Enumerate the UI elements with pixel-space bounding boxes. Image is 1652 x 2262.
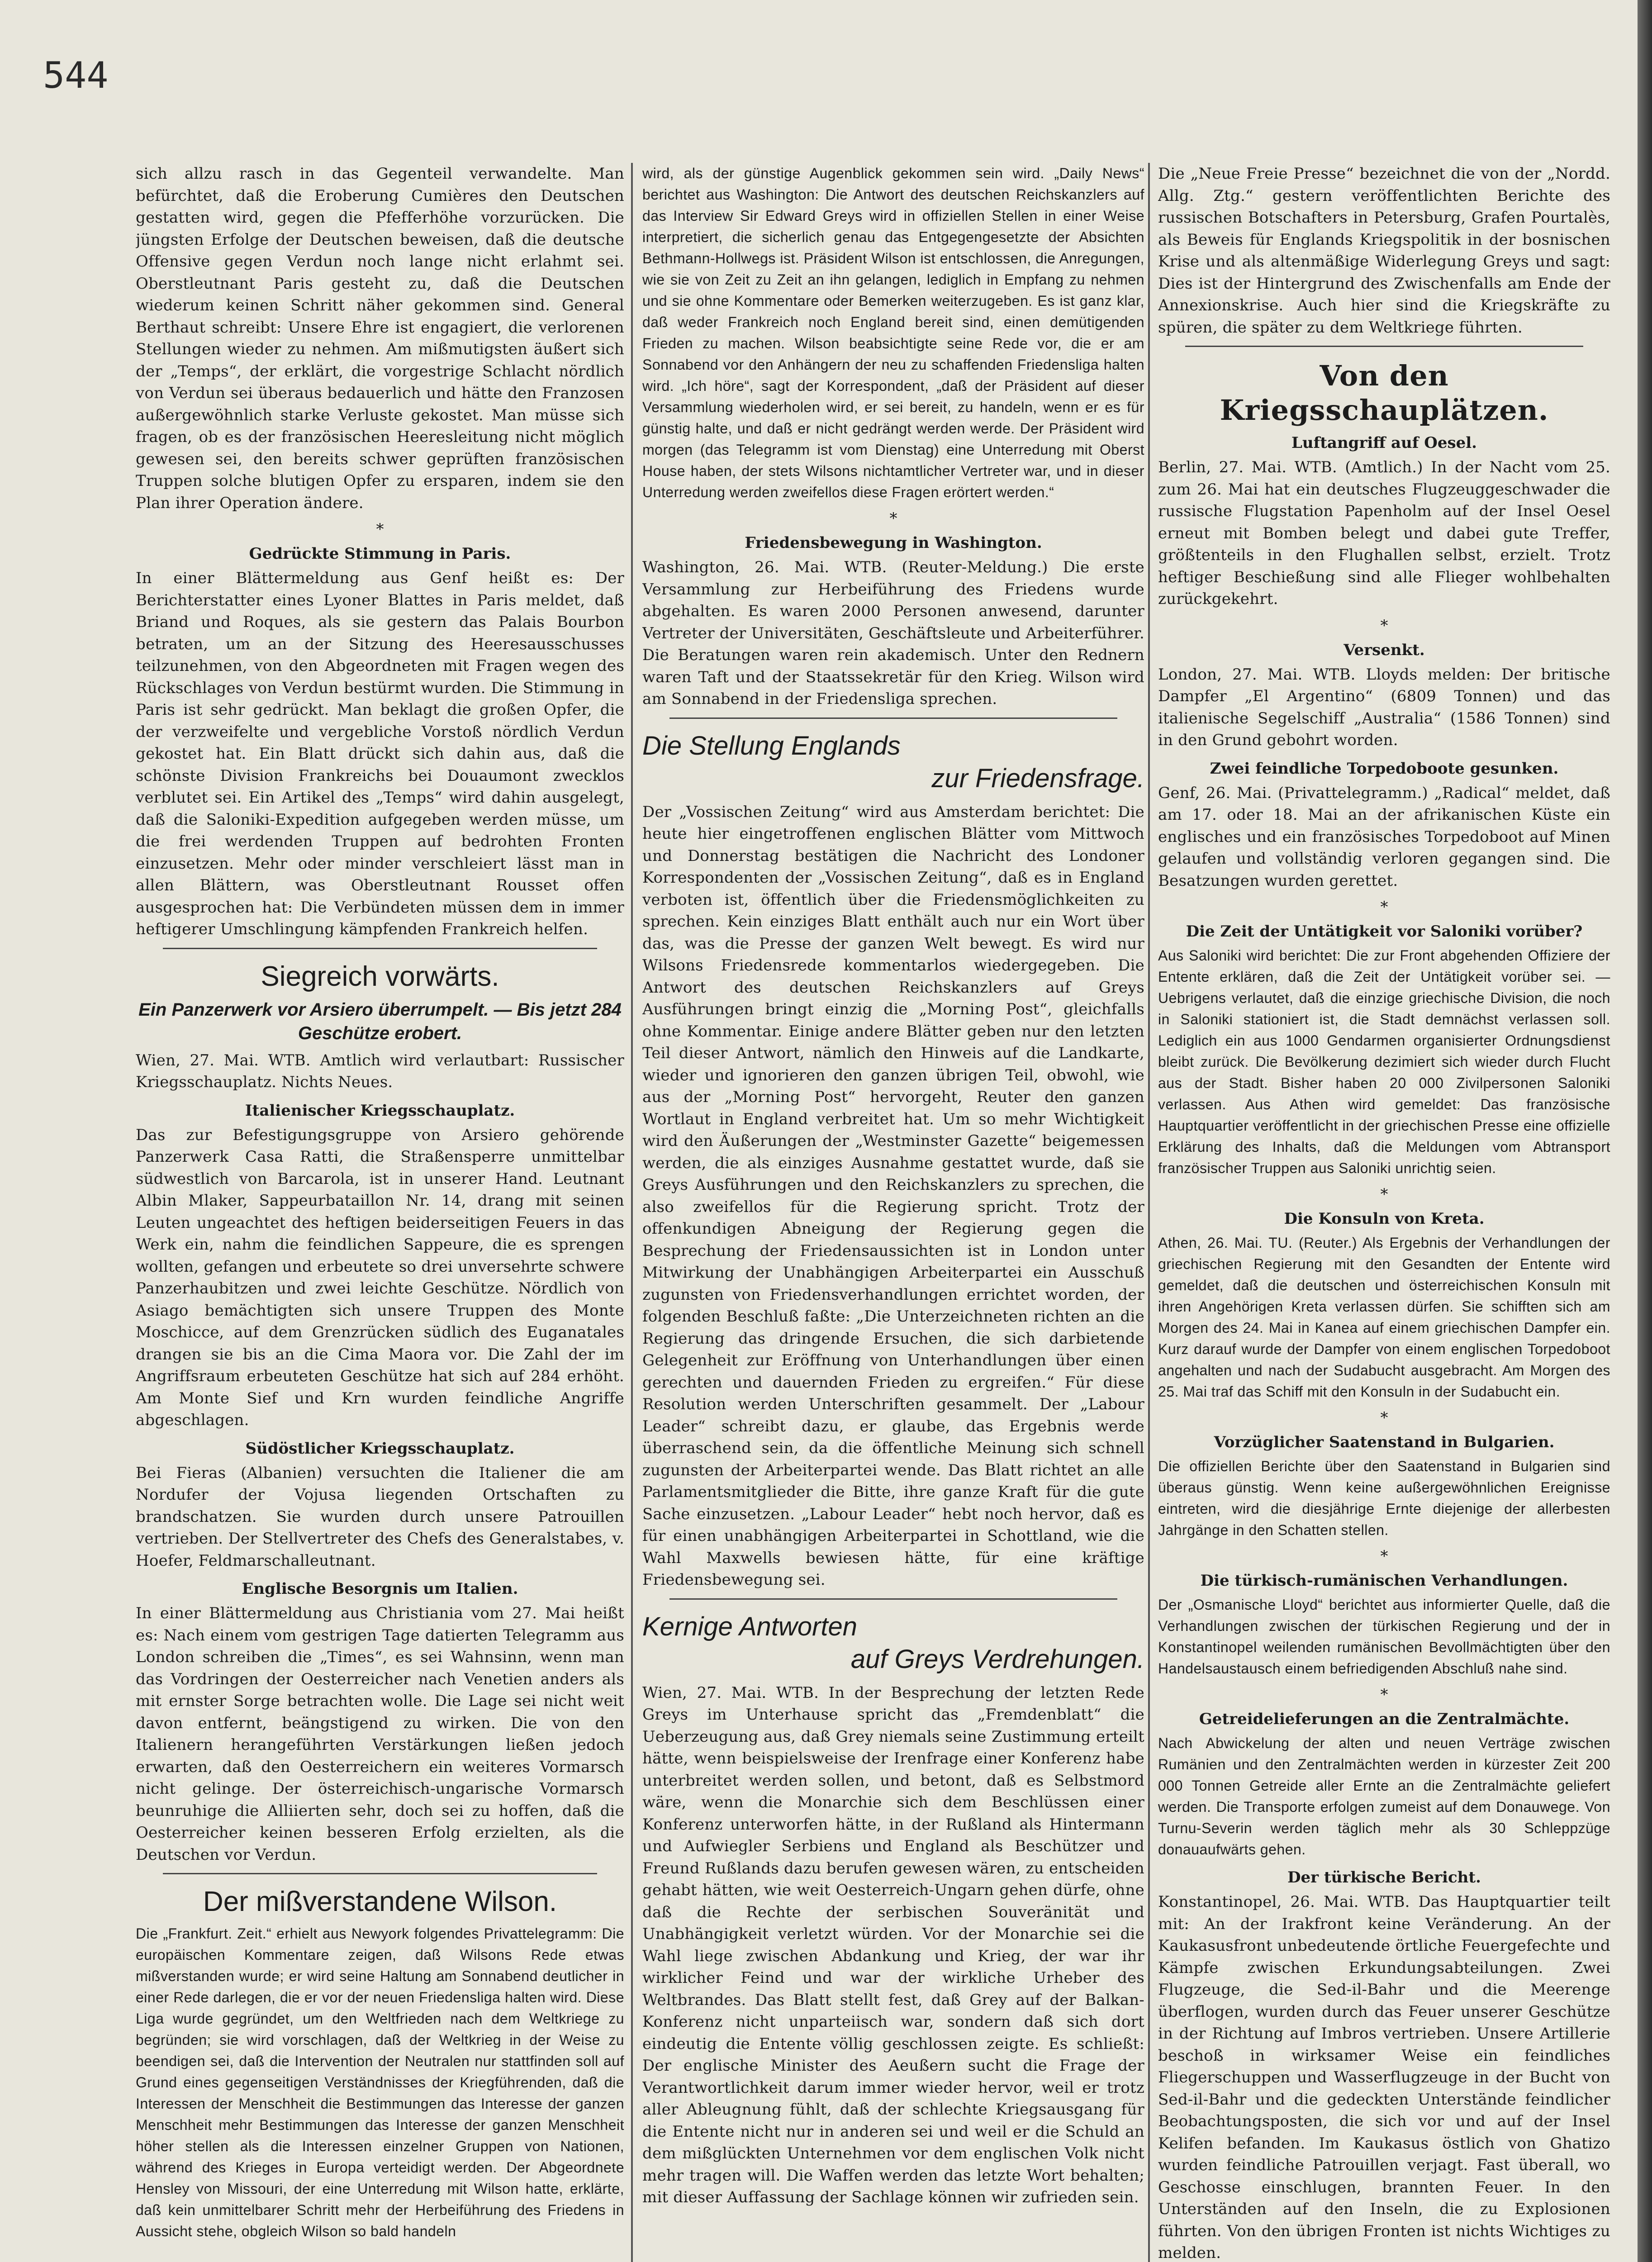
article-subheading: Die Zeit der Untätigkeit vor Saloniki vorüber? <box>1186 922 1583 941</box>
article-paragraph: Wien, 27. Mai. WTB. Amtlich wird verlautbart: Russischer Kriegsschauplatz. Nichts Neues. <box>136 1051 624 1091</box>
article-divider <box>669 1598 1117 1600</box>
article-paragraph: In einer Blättermeldung aus Christiania vom 27. Mai heißt es: Nach einem vom gestrigen Tage datierten Telegramm aus London schreiben die „Times“, es sei Wahnsinn, wenn man das Vordringen der Oesterreicher nach Venetien anders als mit ernster Sorge betrachten wolle. Die Lage sei nicht weit davon entfernt, beängstigend zu wirken. Die von den Italienern herangeführten Verstärkungen ließen jedoch erwarten, daß den Oesterreichern ein weiteres Vormarsch nicht gelinge. Der österreichisch-ungarische Vormarsch beunruhige die Alliierten sehr, doch sei zu hoffen, daß die Oesterreicher keinen besseren Erfolg erzielten, als die Deutschen vor Verdun. <box>136 1604 624 1864</box>
article-subheading: Gedrückte Stimmung in Paris. <box>249 545 511 563</box>
article-paragraph: London, 27. Mai. WTB. Lloyds melden: Der britische Dampfer „El Argentino“ (6809 Tonnen) und das italienische Segelschiff „Australia“ (1586 Tonnen) sind in den Grund gebohrt worden. <box>1158 665 1610 749</box>
article-subheading: Friedensbewegung in Washington. <box>745 534 1042 552</box>
article-headline-line2: zur Friedensfrage. <box>931 763 1144 793</box>
article-subheading: Getreidelieferungen an die Zentralmächte. <box>1199 1710 1570 1728</box>
section-headline: Von den Kriegsschauplätzen. <box>1220 359 1549 427</box>
article-divider <box>163 1873 597 1874</box>
article-headline-line2: auf Greys Verdrehungen. <box>850 1644 1144 1674</box>
article-deck: Ein Panzerwerk vor Arsiero überrumpelt. — Bis jetzt 284 Geschütze erobert. <box>138 999 622 1043</box>
section-separator: * <box>1380 1185 1388 1203</box>
article-paragraph: Bei Fieras (Albanien) versuchten die Italiener die am Nordufer der Vojusa liegenden Ortschaften zu brandschatzen. Sie wurden durch unsere Patrouillen vertrieben. Der Stellvertreter des Chefs des Generalstabes, v. Hoefer, Feldmarschalleutnant. <box>136 1464 624 1570</box>
article-paragraph: Der „Vossischen Zeitung“ wird aus Amsterdam berichtet: Die heute hier eingetroffenen englischen Blätter vom Mittwoch und Donnerstag bestätigen die Nachricht des Londoner Korrespondenten der „Vossischen Zeitung“, daß es in England verboten ist, öffentlich über die Friedensmöglichkeiten zu sprechen. Kein einziges Blatt enthält auch nur ein Wort über das, was die Presse der ganzen Welt bewegt. Es wird nur Wilsons Friedensrede kommentarlos wiedergegeben. Die Antwort des deutschen Reichskanzlers auf Greys Ausführungen bringt einzig die „Morning Post“, gleichfalls ohne Kommentar. Einige andere Blätter geben nur den letzten Teil dieser Antwort, nämlich den Hinweis auf die Landkarte, wieder und ignorieren den ganzen übrigen Teil, obwohl, wie aus der „Morning Post“ hervorgeht, Reuter den ganzen Wortlaut in England verbreitet hat. Um so mehr Wichtigkeit wird den Äußerungen der „Westminster Gazette“ beigemessen werden, die als einziges Ausnahme gestattet wurde, daß sie Greys Ausführungen und den Reichskanzlers zu sprechen, die also zweifellos für die Regierung spricht. Trotz der offenkundigen Abneigung der Regierung gegen die Besprechung der Friedensaussichten ist in London unter Mitwirkung der Unabhängigen Arbeiterpartei ein Ausschuß zugunsten von Friedensverhandlungen errichtet worden, der folgenden Beschluß faßte: „Die Unterzeichneten richten an die Regierung das dringende Ersuchen, die sich darbietende Gelegenheit zur Eröffnung von Unterhandlungen über einen gerechten und dauernden Frieden zu ergreifen.“ Für diese Resolution werden Unterschriften gesammelt. Der „Labour Leader“ schreibt dazu, er glaube, das Ergebnis werde überraschend sein, da die öffentliche Meinung sich schnell zugunsten der Arbeiterpartei wende. Das Blatt richtet an alle Parlamentsmitglieder die Bitte, ihre ganze Kraft für die gute Sache einzusetzen. „Labour Leader“ hebt noch hervor, daß es für einen unabhängigen Arbeiterpartei in Schottland, wie die Wahl Maxwells bewiesen hätte, für eine kräftige Friedensbewegung sei. <box>642 803 1144 1589</box>
article-headline: Der mißverstandene Wilson. <box>203 1886 557 1917</box>
article-headline: Die Stellung Englands <box>642 731 901 760</box>
article-divider <box>669 718 1117 719</box>
column-1 <box>136 163 624 2262</box>
article-subheading: Luftangriff auf Oesel. <box>1291 434 1477 452</box>
article-subheading: Italienischer Kriegsschauplatz. <box>245 1101 515 1120</box>
article-subheading: Die Konsuln von Kreta. <box>1284 1210 1485 1228</box>
column-2 <box>642 163 1144 2262</box>
article-paragraph: sich allzu rasch in das Gegenteil verwandelte. Man befürchtet, daß die Eroberung Cumières den Deutschen gestatten wird, gegen die Pfefferhöhe vorzurücken. Die jüngsten Erfolge der Deutschen beweisen, daß die deutsche Offensive gegen Verdun noch lange nicht erlahmt sei. Oberstleutnant Paris gesteht zu, daß die Deutschen wiederum keinen Schritt näher gekommen sind. General Berthaut schreibt: Unsere Ehre ist engagiert, die verlorenen Stellungen wieder zu nehmen. Am mißmutigsten äußert sich der „Temps“, der erklärt, die vorgestrige Schlacht nördlich von Verdun sei überaus bedauerlich und hätte den Franzosen außergewöhnlich starke Verluste gekostet. Man müsse sich fragen, ob es der französischen Heeresleitung nicht möglich gewesen sei, den bereits schwer geprüften französischen Truppen solche blutigen Opfer zu ersparen, indem sie den Plan ihrer Operation ändere. <box>136 165 624 512</box>
article-paragraph: wird, als der günstige Augenblick gekommen sein wird. „Daily News“ berichtet aus Washington: Die Antwort des deutschen Reichskanzlers auf das Interview Sir Edward Greys wird in offiziellen Stellen in einer Weise interpretiert, die sicherlich genau das Entgegengesetzte der Absichten Bethmann-Hollwegs ist. Präsident Wilson ist entschlossen, die Anregungen, wie sie von Zeit zu Zeit an ihn gelangen, lediglich in Empfang zu nehmen und sie ohne Kommentare oder Bemerken weiterzugeben. Es ist ganz klar, daß weder Frankreich noch England bereit sind, einen demütigenden Frieden zu machen. Wilson beabsichtigte seine Rede vor, die er am Sonnabend vor den Anhängern der neu zu schaffenden Friedensliga halten wird. „Ich höre“, sagt der Korrespondent, „daß der Präsident auf dieser Versammlung wiederholen wird, er sei bereit, zu handeln, wenn er es für günstig halte, und daß er nicht gedrängt werden werde. Der Präsident wird morgen (das Telegramm ist vom Dienstag) eine Unterredung mit Oberst House haben, der stets Wilsons nichtamtlicher Vertreter war, und in dieser Unterredung werden zweifellos diese Fragen erörtert werden.“ <box>642 165 1144 500</box>
article-paragraph: Wien, 27. Mai. WTB. In der Besprechung der letzten Rede Greys im Unterhause spricht das „Fremdenblatt“ die Ueberzeugung aus, daß Grey niemals seine Zustimmung erteilt hätte, wenn beispielsweise der Irenfrage einer Konferenz habe unterbreitet werden sollen, und betont, daß es Selbstmord wäre, wenn die Monarchie sich dem Beschlüssen einer Konferenz unterworfen hätte, in der Rußland als Hintermann und Aufwiegler Serbiens und England als Beschützer und Freund Rußlands dazu berufen gewesen wären, zu entscheiden gehabt hätten, wie weit Oesterreich-Ungarn gehen dürfe, ohne daß die Rechte der serbischen Souveränität und Unabhängigkeit verletzt würden. Vor der Monarchie sei die Wahl liege zwischen Abdankung und Krieg, der war ihr wirklicher Feind und war der wirkliche Urheber des Weltbrandes. Das Blatt stellt fest, daß Grey auf der Balkan-Konferenz nicht unparteiisch war, sondern daß sich dort eindeutig die Entente völlig geschlossen zeigte. Es schließt: Der englische Minister des Aeußern sucht die Frage der Verantwortlichkeit darum immer wieder hervor, weil er trotz aller Ableugnung fühlt, daß der schlechte Kriegsausgang für die Entente nicht nur in anderen sei und weil er die Schuld an dem mißglückten Unternehmen vor dem englischen Volk nicht mehr tragen will. Die Waffen werden das letzte Wort behalten; mit dieser Auffassung der Sachlage können wir zufrieden sein. <box>642 1683 1144 2206</box>
section-separator: * <box>1380 898 1388 916</box>
article-paragraph: Aus Saloniki wird berichtet: Die zur Front abgehenden Offiziere der Entente erklären, daß die Zeit der Untätigkeit vorüber sei. — Uebrigens verlautet, daß die einzige griechische Division, die noch in Saloniki stationiert ist, die Stadt demnächst verlassen soll. Lediglich ein aus 1000 Gendarmen organisierter Ordnungsdienst bleibt zurück. Die Bevölkerung dezimiert sich wieder durch Flucht aus der Stadt. Bisher haben 20 000 Zivilpersonen Saloniki verlassen. Aus Athen wird gemeldet: Das französische Hauptquartier veröffentlicht in der griechischen Presse eine offizielle Erklärung des Inhalts, daß die Meldungen vom Abtransport französischer Truppen aus Saloniki unrichtig seien. <box>1158 947 1610 1176</box>
section-separator: * <box>1380 616 1388 635</box>
article-subheading: Versenkt. <box>1343 641 1425 659</box>
article-subheading: Südöstlicher Kriegsschauplatz. <box>245 1439 515 1458</box>
article-paragraph: Berlin, 27. Mai. WTB. (Amtlich.) In der Nacht vom 25. zum 26. Mai hat ein deutsches Flugzeuggeschwader die russische Flugstation Papenholm auf der Insel Oesel erneut mit Bomben belegt und dabei gute Treffer, größtenteils in den Flughallen selbst, erzielt. Trotz heftiger Beschießung sind alle Flieger wohlbehalten zurückgekehrt. <box>1158 458 1610 608</box>
article-paragraph: Washington, 26. Mai. WTB. (Reuter-Meldung.) Die erste Versammlung zur Herbeiführung des Friedens wurde abgehalten. Es waren 2000 Personen anwesend, darunter Vertreter der Universitäten, Geschäftsleute und Arbeiterführer. Die Beratungen waren rein akademisch. Unter den Rednern waren Taft und der Staatssekretär für den Krieg. Wilson wird am Sonnabend in der Friedensliga sprechen. <box>642 558 1144 708</box>
scan-edge <box>1638 0 1652 2262</box>
article-paragraph: Die offiziellen Berichte über den Saatenstand in Bulgarien sind überaus günstig. Wenn keine außergewöhnlichen Ereignisse eintreten, wird die diesjährige Ernte diejenige der allerbesten Jahrgänge in den Schatten stellen. <box>1158 1458 1610 1538</box>
section-separator: * <box>1380 1547 1388 1565</box>
article-subheading: Englische Besorgnis um Italien. <box>242 1580 518 1598</box>
article-subheading: Zwei feindliche Torpedoboote gesunken. <box>1210 759 1559 778</box>
article-paragraph: Nach Abwickelung der alten und neuen Verträge zwischen Rumänien und den Zentralmächten werden in kürzester Zeit 200 000 Tonnen Getreide aller Ernte an die Zentralmächte geliefert werden. Die Transporte erfolgen zumeist auf dem Donauwege. Von Turnu-Severin werden täglich mehr als 30 Schleppzüge donauaufwärts gehen. <box>1158 1735 1610 1858</box>
article-headline: Kernige Antworten <box>642 1611 858 1641</box>
article-paragraph: Das zur Befestigungsgruppe von Arsiero gehörende Panzerwerk Casa Ratti, die Straßensperre unmittelbar südwestlich von Barcarola, ist in unserer Hand. Leutnant Albin Mlaker, Sappeurbataillon Nr. 14, drang mit seinen Leuten ungeachtet des heftigen beiderseitigen Feuers in das Werk ein, nahm die feindlichen Sappeure, die es sprengen wollten, gefangen und erbeutete so drei unversehrte schwere Panzerhaubitzen und zwei leichte Geschütze. Nördlich von Asiago bemächtigten sich unsere Truppen des Monte Moschicce, auf dem Grenzrücken südlich des Euganatales drangen sie bis an die Cima Maora vor. Die Zahl der im Angriffsraum erbeuteten Geschütze hat sich auf 284 erhöht. Am Monte Sief und Krn wurden feindliche Angriffe abgeschlagen. <box>136 1126 624 1429</box>
article-paragraph: Genf, 26. Mai. (Privattelegramm.) „Radical“ meldet, daß am 17. oder 18. Mai an der afrikanischen Küste ein englisches und ein französisches Torpedoboot auf Minen gelaufen und vollständig verloren gegangen sind. Die Besatzungen wurden gerettet. <box>1158 784 1610 890</box>
page-number: 544 <box>43 54 109 96</box>
column-3 <box>1158 163 1610 2262</box>
section-separator: * <box>376 520 384 538</box>
section-separator: * <box>1380 1409 1388 1427</box>
section-separator: * <box>889 509 897 527</box>
article-paragraph: Die „Frankfurt. Zeit.“ erhielt aus Newyork folgendes Privattelegramm: Die europäischen Kommentare zeigen, daß Wilsons Rede etwas mißverstanden wurde; er wird seine Haltung am Sonnabend deutlicher in einer Rede darlegen, die er vor der neuen Friedensliga halten wird. Diese Liga wurde gegründet, um den Weltfrieden nach dem Weltkriege zu begründen; sie wird vorschlagen, daß der Weltkrieg in der Weise zu beendigen sei, daß die Intervention der Neutralen nur stattfinden soll auf Grund eines gegenseitigen Verständnisses der Kriegführenden, daß die Interessen der Menschheit die Bestimmungen das Interesse der ganzen Menschheit mehr Bestimmungen das Interesse der ganzen Menschheit höher stellen als die Interessen einzelner Gruppen von Nationen, während des Krieges in Europa verteidigt werden. Der Abgeordnete Hensley von Missouri, der eine Unterredung mit Wilson hatte, erklärte, daß kein unmittelbarer Schritt mehr der Herbeiführung des Friedens in Aussicht stehe, obgleich Wilson so bald handeln <box>136 1925 624 2239</box>
article-divider <box>1185 346 1583 347</box>
article-paragraph: Athen, 26. Mai. TU. (Reuter.) Als Ergebnis der Verhandlungen der griechischen Regierung mit den Gesandten der Entente wird gemeldet, daß die deutschen und österreichischen Konsuln mit ihren Angehörigen Kreta verlassen dürfen. Sie schifften sich am Morgen des 24. Mai in Kanea auf einem griechischen Dampfer ein. Kurz darauf wurde der Dampfer von einem englischen Torpedoboot angehalten und nach der Sudabucht ausgebracht. Am Morgen des 25. Mai traf das Schiff mit den Konsuln in der Sudabucht ein. <box>1158 1235 1610 1400</box>
article-divider <box>163 948 597 949</box>
article-paragraph: Die „Neue Freie Presse“ bezeichnet die von der „Nordd. Allg. Ztg.“ gestern veröffentlichten Berichte des russischen Botschafters in Petersburg, Grafen Pourtalès, als Beweis für Englands Kriegspolitik in der bosnischen Krise und als altenmäßige Widerlegung Greys und sagt: Dies ist der Hintergrund des Zwischenfalls am Ende der Annexionskrise. Auch hier sind die Kriegskräfte zu spüren, die später zu dem Weltkriege führten. <box>1158 165 1610 337</box>
article-paragraph: Der „Osmanische Lloyd“ berichtet aus informierter Quelle, daß die Verhandlungen zwischen der türkischen Regierung und der in Konstantinopel weilenden rumänischen Bevollmächtigten über den Handelsaustausch einem befriedigenden Abschluß nahe sind. <box>1158 1597 1610 1677</box>
column-divider <box>631 163 633 2262</box>
section-separator: * <box>1380 1686 1388 1704</box>
article-subheading: Der türkische Bericht. <box>1287 1868 1481 1887</box>
article-paragraph: In einer Blättermeldung aus Genf heißt es: Der Berichterstatter eines Lyoner Blattes in Paris meldet, daß Briand und Roques, als sie gestern das Palais Bourbon betraten, um an der Sitzung des Heeresausschusses teilzunehmen, von den Abgeordneten mit Fragen wegen des Rückschlages von Verdun bestürmt wurden. Die Stimmung in Paris ist sehr gedrückt. Man beklagt die großen Opfer, die der verzweifelte und vergebliche Vorstoß nördlich Verdun gekostet hat. Ein Blatt drückt sich dahin aus, daß die schönste Division Frankreichs bei Douaumont zwecklos verblutet sei. Ein Artikel des „Temps“ wird dahin ausgelegt, daß die Saloniki-Expedition aufgegeben werden müsse, um die frei werdenden Truppen auf bedrohten Fronten einzusetzen. Mehr oder minder verschleiert lässt man in allen Blättern, was Oberstleutnant Rousset offen ausgesprochen hat: Die Verbündeten müssen dem in immer heftigerer Umschlingung kämpfenden Frankreich helfen. <box>136 569 624 938</box>
article-paragraph: Konstantinopel, 26. Mai. WTB. Das Hauptquartier teilt mit: An der Irakfront keine Veränderung. An der Kaukasusfront unbedeutende örtliche Feuergefechte und Kämpfe zwischen Erkundungsabteilungen. Zwei Flugzeuge, die Sed-il-Bahr und die Meerenge überflogen, wurden durch das Feuer unserer Geschütze in der Richtung auf Imbros vertrieben. Unsere Artillerie beschoß in wirksamer Weise ein feindliches Fliegerschuppen und Wasserflugzeuge in der Bucht von Sed-il-Bahr und die gedeckten Unterstände feindlicher Beobachtungsposten, die sich vor und auf der Insel Kelifen befanden. Im Kaukasus östlich von Ghatizo wurden feindliche Patrouillen verjagt. Fast überall, wo Geschosse einschlugen, brannten Feuer. In den Unterständen auf den Inseln, die zu Explosionen führten. Von den übrigen Fronten ist nichts Wichtiges zu melden. <box>1158 1893 1610 2262</box>
column-divider <box>1148 163 1150 2262</box>
article-subheading: Die türkisch-rumänischen Verhandlungen. <box>1200 1572 1568 1590</box>
article-headline: Siegreich vorwärts. <box>261 960 499 992</box>
article-subheading: Vorzüglicher Saatenstand in Bulgarien. <box>1214 1433 1555 1451</box>
